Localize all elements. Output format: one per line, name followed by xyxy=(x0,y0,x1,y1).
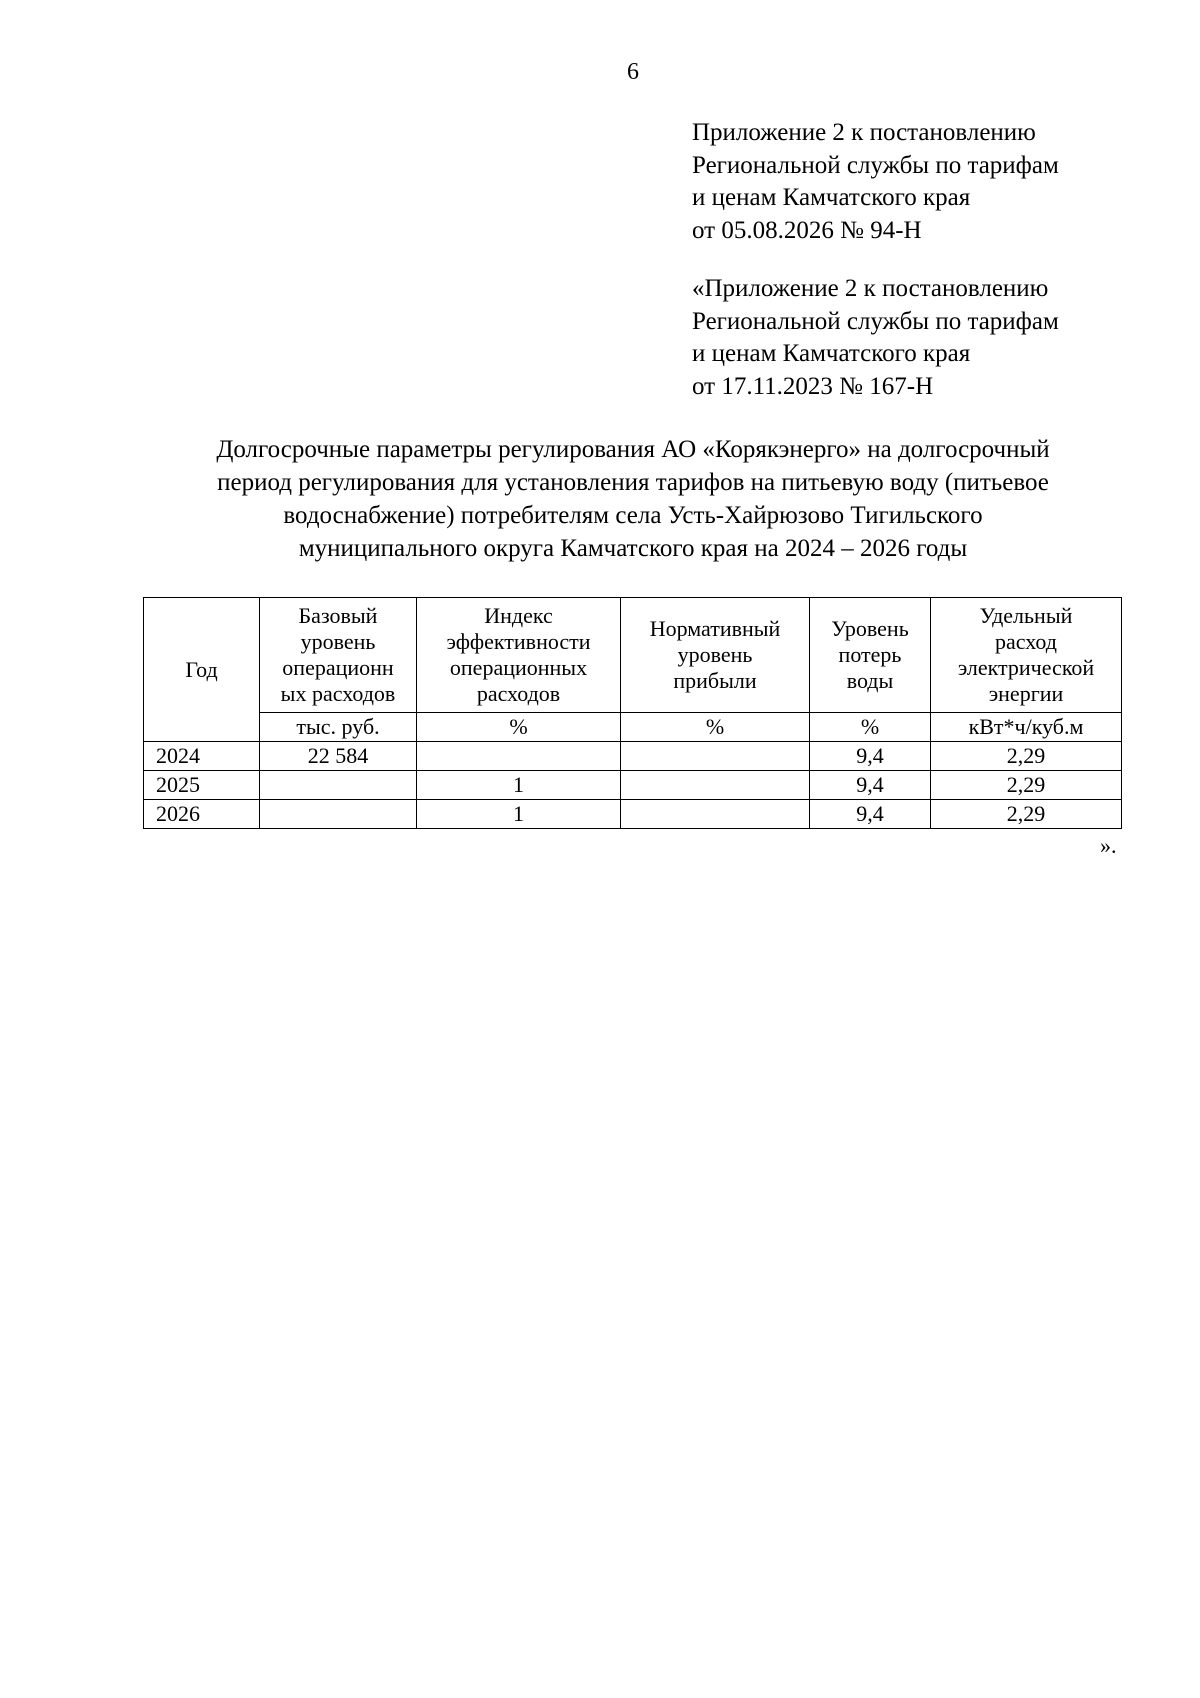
efficiency-index-cell: 1 xyxy=(417,771,621,800)
unit-cell: % xyxy=(621,713,810,742)
page-number: 6 xyxy=(627,59,639,85)
header-year: Год xyxy=(144,598,260,742)
annex-previous-header xyxy=(692,273,1162,403)
title-line: период регулирования для установления тарифов на питьевую воду (питьевое xyxy=(217,469,1049,496)
annex-previous-line: от 17.11.2023 № 167-Н xyxy=(692,372,934,400)
annex-current-line: Приложение 2 к постановлению xyxy=(692,119,1036,146)
specific-energy-cell: 2,29 xyxy=(931,800,1122,829)
normative-profit-cell xyxy=(621,771,810,800)
closing-quote-mark: ». xyxy=(1100,833,1117,858)
table-row xyxy=(144,771,1122,800)
unit-cell: тыс. руб. xyxy=(260,713,417,742)
base-opex-cell xyxy=(260,800,417,829)
specific-energy-cell: 2,29 xyxy=(931,742,1122,771)
title-line: муниципального округа Камчатского края на 2024 – 2026 годы xyxy=(298,535,968,562)
title-line: водоснабжение) потребителям села Усть-Хайрюзово Тигильского xyxy=(283,502,983,529)
table-header-row xyxy=(144,598,1122,713)
normative-profit-cell xyxy=(621,742,810,771)
table-row xyxy=(144,742,1122,771)
unit-cell: % xyxy=(810,713,931,742)
year-cell: 2025 xyxy=(144,771,260,800)
header-specific-energy: Удельный расход электрической энергии xyxy=(931,598,1122,713)
water-loss-cell: 9,4 xyxy=(810,742,931,771)
header-base-opex: Базовый уровень операционн ых расходов xyxy=(260,598,417,713)
unit-cell: % xyxy=(417,713,621,742)
efficiency-index-cell xyxy=(417,742,621,771)
annex-current-line: от 05.08.2026 № 94-Н xyxy=(692,216,922,244)
title-line: Долгосрочные параметры регулирования АО «Корякэнерго» на долгосрочный xyxy=(216,436,1050,463)
document-title xyxy=(140,433,1126,565)
water-loss-cell: 9,4 xyxy=(810,771,931,800)
efficiency-index-cell: 1 xyxy=(417,800,621,829)
annex-previous-line: и ценам Камчатского края xyxy=(692,340,971,367)
table-units-row xyxy=(144,713,1122,742)
parameters-table xyxy=(143,597,1122,829)
base-opex-cell: 22 584 xyxy=(260,742,417,771)
annex-previous-line: «Приложение 2 к постановлению xyxy=(692,275,1049,302)
header-efficiency-index: Индекс эффективности операционных расходов xyxy=(417,598,621,713)
annex-current-line: Региональной службы по тарифам xyxy=(692,151,1059,179)
annex-previous-line: Региональной службы по тарифам xyxy=(692,307,1059,335)
header-water-loss: Уровень потерь воды xyxy=(810,598,931,713)
year-cell: 2026 xyxy=(144,800,260,829)
specific-energy-cell: 2,29 xyxy=(931,771,1122,800)
table-row xyxy=(144,800,1122,829)
base-opex-cell xyxy=(260,771,417,800)
annex-current-line: и ценам Камчатского края xyxy=(692,184,971,211)
water-loss-cell: 9,4 xyxy=(810,800,931,829)
annex-current-header xyxy=(692,117,1162,247)
unit-cell: кВт*ч/куб.м xyxy=(931,713,1122,742)
normative-profit-cell xyxy=(621,800,810,829)
year-cell: 2024 xyxy=(144,742,260,771)
header-normative-profit: Нормативный уровень прибыли xyxy=(621,598,810,713)
